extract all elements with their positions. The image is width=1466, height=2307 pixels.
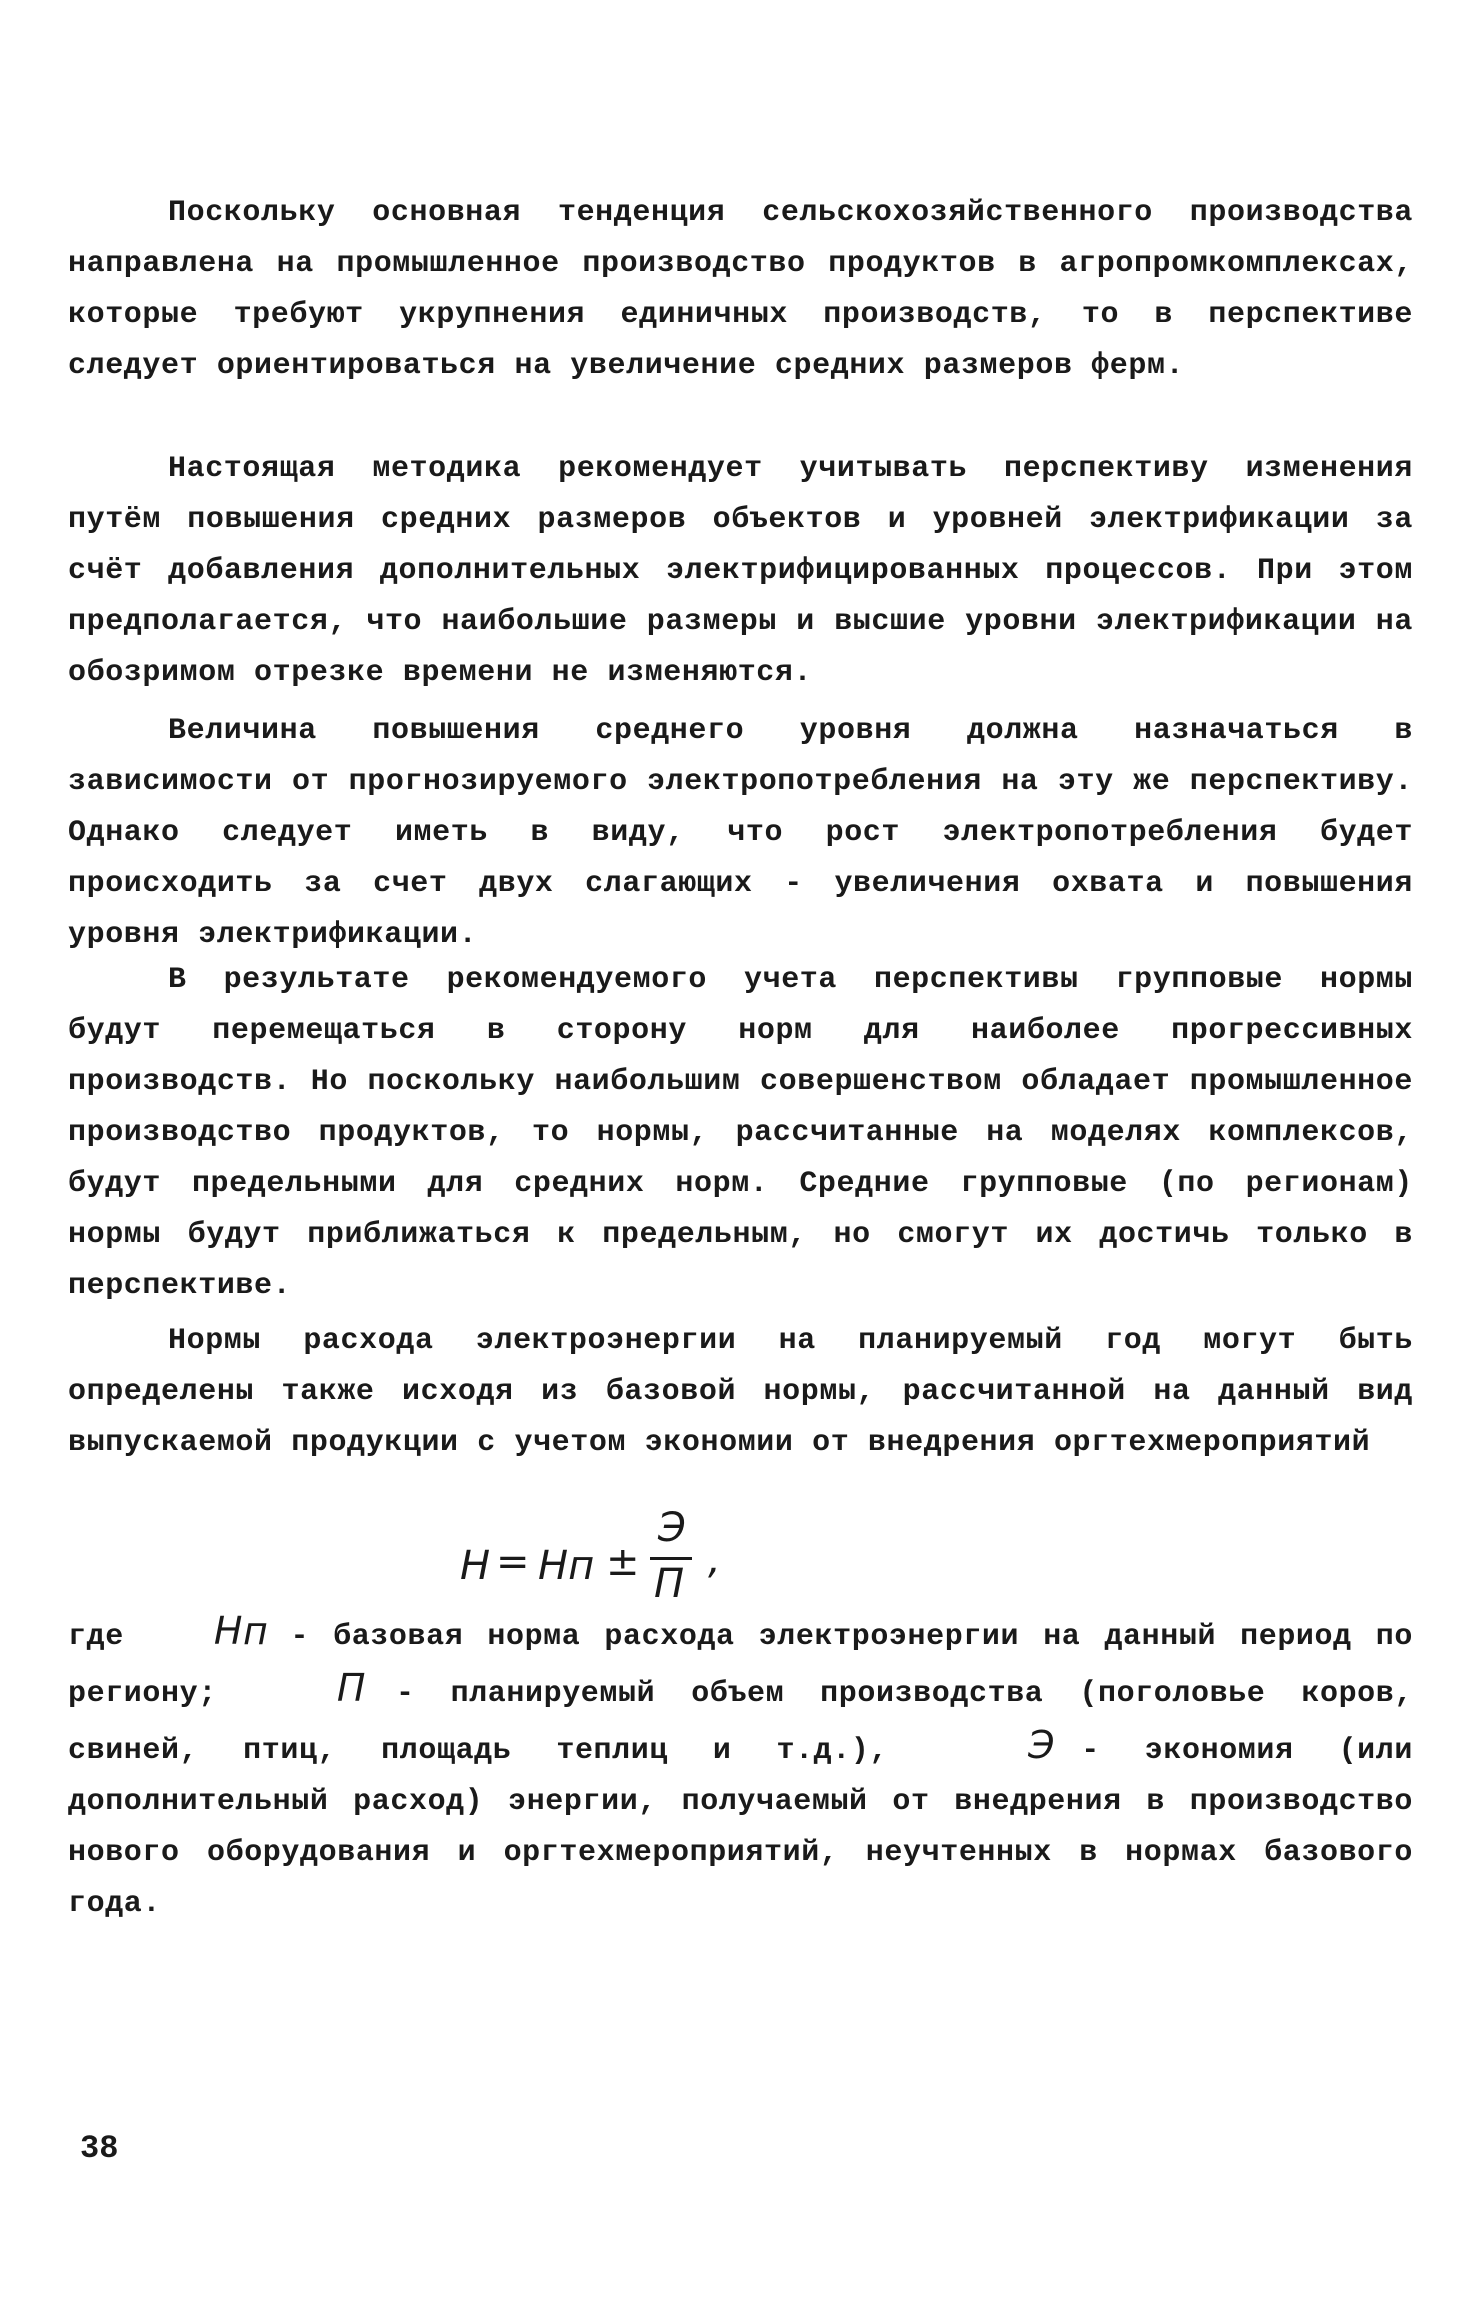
page-number: 38: [80, 2130, 119, 2167]
paragraph-3-text: Величина повышения среднего уровня должна назначаться в зависимости от прогнозируемого электропотребления на эту же перспективу. Однако следует иметь в виду, что рост электропотребления будет происходить за счет двух слагающих - увеличения охвата и повышения уровня электрификации.: [68, 714, 1413, 952]
paragraph-4: [68, 955, 1413, 1312]
definitions-lead: где: [68, 1620, 124, 1654]
definition-volume: - планируемый объем производства (поголовье коров, свиней, птиц, площадь теплиц и т.д.),: [68, 1677, 1413, 1768]
paragraph-4-text: В результате рекомендуемого учета перспективы групповые нормы будут перемещаться в сторону норм для наиболее прогрессивных производств. Но поскольку наибольшим совершенством обладает промышленное производство продуктов, то нормы, рассчитанные на моделях комплексов, будут предельными для средних норм. Средние групповые (по регионам) нормы будут приближаться к предельным, но смогут их достичь только в перспективе.: [68, 963, 1413, 1303]
formula-equals: =: [496, 1539, 530, 1585]
formula-fraction-bar: [650, 1557, 692, 1560]
definition-economy: - экономия (или дополнительный расход) энергии, получаемый от внедрения в производство нового оборудования и оргтехмероприятий, неучтенных в нормах базового года.: [68, 1734, 1413, 1921]
definitions-paragraph: [68, 1606, 1413, 1930]
formula-tail: ,: [708, 1537, 721, 1583]
formula-plus-minus: ±: [606, 1539, 640, 1585]
paragraph-1: [68, 188, 1413, 392]
definition-symbol-economy: Э: [1028, 1723, 1056, 1767]
formula-lhs: Н: [460, 1543, 491, 1589]
definitions-text: [68, 1606, 1413, 1930]
paragraph-2: [68, 444, 1413, 699]
paragraph-2-text: Настоящая методика рекомендует учитывать перспективу изменения путём повышения средних размеров объектов и уровней электрификации за счёт добавления дополнительных электрифицированных процессов. При этом предполагается, что наибольшие размеры и высшие уровни электрификации на обозримом отрезке времени не изменяются.: [68, 452, 1413, 690]
formula-denominator: П: [654, 1561, 685, 1607]
definition-base-norm: - базовая норма расхода электроэнергии на данный период по региону;: [68, 1620, 1413, 1711]
paragraph-3: [68, 706, 1413, 961]
paragraph-5-text: Нормы расхода электроэнергии на планируемый год могут быть определены также исходя из базовой нормы, рассчитанной на данный вид выпускаемой продукции с учетом экономии от внедрения оргтехмероприятий: [68, 1324, 1413, 1460]
definition-symbol-volume: П: [336, 1666, 367, 1710]
formula-base-norm: Нп: [538, 1543, 595, 1589]
paragraph-1-text: Поскольку основная тенденция сельскохозяйственного производства направлена на промышленное производство продуктов в агропромкомплексах, которые требуют укрупнения единичных производств, то в перспективе следует ориентироваться на увеличение средних размеров ферм.: [68, 196, 1413, 383]
paragraph-5: [68, 1316, 1413, 1469]
formula-numerator: Э: [658, 1505, 686, 1551]
definition-symbol-base-norm: Нп: [213, 1609, 269, 1653]
